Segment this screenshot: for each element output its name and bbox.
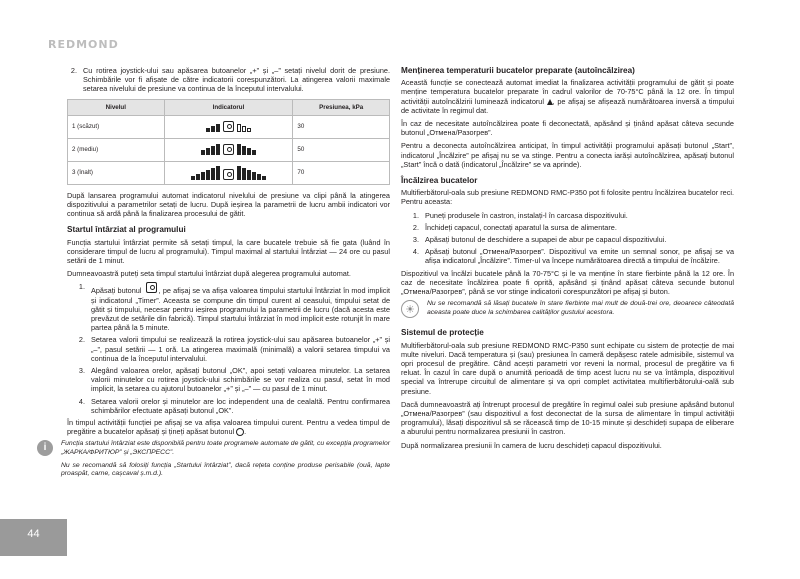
clock-icon [236, 428, 244, 436]
list-item: 2. Cu rotirea joystick-ului sau apăsarea butoanelor „+” și „–” setați nivelul dorit de presiune. Schimbările vor fi afișate de către indicatorii corespunzători. La atingerea valorii maximale setarea nivelului de presiune va continua de la începutul intervalului. [70, 66, 390, 94]
section-heading: Încălzirea bucatelor [401, 176, 478, 186]
pressure-icon [223, 169, 234, 180]
section-heading: Startul întârziat al programului [67, 225, 186, 235]
pressure-icon [223, 144, 234, 155]
table-row: 3 (înalt) 70 [68, 161, 390, 184]
pressure-indicator-high [164, 161, 293, 184]
pressure-table [67, 99, 390, 185]
section-heading: Menținerea temperaturii bucatelor preparate (autoîncălzirea) [401, 66, 635, 75]
table-row: 1 (scăzut) 30 [68, 115, 390, 138]
pressure-icon [223, 121, 234, 132]
table-header: Presiunea, kPa [293, 99, 390, 115]
pressure-indicator-low [164, 115, 293, 138]
info-icon: i [37, 440, 53, 456]
note: i Funcția startului întârziat este disponibilă pentru toate programele automate de gătit, cu excepția programelor „ЖАРКА/ФРИТЮР” și „ЭКСПРЕСС”. Nu se recomandă să folosiți funcția „Startului întârziat”, dacă rețeta conține produse perisabile (ouă, lapte proaspăt, carne, cașcaval ș.m.d.). [37, 440, 390, 482]
list-item: 4. Apăsați butonul „Отмена/Разогрев”. Dispozitivul va emite un semnal sonor, pe afișaj se va afișa indicatorul „Încălzire”. Timer-ul va începe numărătoarea directă a timpului de încălzire. [412, 247, 734, 266]
lightbulb-icon: ☀ [401, 300, 419, 318]
page-number: 44 [27, 528, 40, 540]
list-item: 3. Alegând valoarea orelor, apăsați butonul „OK”, apoi setați valoarea minutelor. La setarea valorii minutelor cu rotirea joystick-ului schimbările se vor realiza cu pasul, setat în mod implicit, la setarea cu ajutorul butoanelor „+” și „–” — cu pasul de 1 minut. [78, 366, 390, 394]
timer-button-icon [146, 282, 157, 293]
right-column: Menținerea temperaturii bucatelor preparate (autoîncălzirea) Această funcție se conectează automat imediat la finalizarea activității programului de gătit și poate menține temperatura bucatelor preparate în cadrul valorilor de 70-75°C până la 12 ore. În timpul activității autoîncălzirii luminează indicatorul , pe afișaj se afișează numărătoarea inversă a timpului de activitate în regimul dat. În caz de necesitate autoîncălzirea poate fi deconectată, apăsând și ținând apăsat câteva secunde butonul „Отмена/Разогрев”. Pentru a deconecta autoîncălzirea anticipat, în timpul activității programului apăsați butonul „Start”, indicatorul „Încălzire” pe afișaj nu se va stinge. Pentru a conecta iarăși autoîncălzirea, apăsați butonul „Start” încă o dată (indicatorul „Încălzire” se va aprinde). Încălzirea bucatelor Multifierbătorul-oala sub presiune REDMOND RMC-P350 pot fi folosite pentru încălzirea bucatelor reci. Pentru aceasta: 1. Puneți produsele în castron, instalați-l în carcasa dispozitivului. 2. Închideți capacul, conectați aparatul la sursa de alimentare. 3. Apăsați butonul de deschidere a supapei de abur pe capacul dispozitivului. 4. Apăsați butonul „Отмена/Разогрев”. Dispozitivul va emite un semnal sonor, pe afișaj se va afișa indicatorul „Încălzire”. Timer-ul va începe numărătoarea directă a timpului de încălzire. Dispozitivul va încălzi bucatele până la 70-75°C și le va menține în stare fierbinte până la 12 ore. În caz de necesitate încălzirea poate fi oprită, apăsând și ținând apăsat câteva secunde butonul „Отмена/Разогрев”, până se vor stinge indicatorii corespunzători pe afișaj și buton. ☀ Nu se recomandă să lăsați bucatele în stare fierbinte mai mult de două-trei ore, deoarece câteodată aceasta poate duce la schimbarea calităților gustului acestora. Sistemul de protecție Multifierbătorul-oala sub presiune REDMOND RMC-P350 sunt echipate cu sistem de protecție de mai multe niveluri. Dacă temperatura și (sau) presiunea în cameră depășesc ratele admisibile, sistemul va opri procesul de pregătire. Când acești parametri vor reveni la normal, procesul de pregătire va fi reluat. În cazul în care după o anumită perioadă de timp acest lucru nu se va întâmpla, dispozitivul special va întrerupe circuitul de alimentare și va opri complet activitatea multifierbătorului-oală sub presiune. Dacă dumneavoastră ați întrerupt procesul de pregătire în regimul oalei sub presiune apăsând butonul „Отмена/Разогрев” (sau dispozitivul a fost deconectat de la sursa de alimentare în timpul activității programului), lăsați dispozitivul să se răcească timp de 10-15 minute și deschideți supapa de eliberare a aburului pentru normalizarea presiunii în castron. După normalizarea presiunii în camera de lucru deschideți capacul dispozitivului. [401, 66, 735, 450]
list-item: 2. Setarea valorii timpului se realizează la rotirea joystick-ului sau apăsarea butoanelor „+” și „–”, pasul setării — 1 oră. La atingerea maximală (minimală) a valorii setarea timpului va continua de la începutul intervalului. [78, 335, 390, 363]
left-column: 2. Cu rotirea joystick-ului sau apăsarea butoanelor „+” și „–” setați nivelul dorit de presiune. Schimbările vor fi afișate de către indicatorii corespunzători. La atingerea valorii maximale setarea nivelului de presiune va continua de la începutul intervalului. Nivelul Indicatorul Presiunea, kPa 1 (scăzut) 30 2 (mediu) 50 3 (înalt) 70 După lansarea programului automat indicatorul nivelului de presiune va clipi până la atingerea dispozitivului a parametrilor setați de lucru. După ieșirea la parametrii de lucru ambii indicatori vor continua să ardă până la finalizarea procesului de gătit. Startul întârziat al programului Funcția startului întârziat permite să setați timpul, la care bucatele trebuie să fie gata (luând în considerare timpul de lucru al programului). Timpul maximal al startului întârziat — 24 ore cu pasul setării de 1 minut. Dumneavoastră puteți seta timpul startului întârziat după alegerea programului automat. 1. Apăsați butonul , pe afișaj se va afișa valoarea timpului startului întârziat în mod implicit și indicatorul „Timer”. Aceasta se compune din timpul curent al ceasului, timpului setat de gătit și timpului, necesar pentru ieșirea programului la parametrii de lucru (dacă acesta este prevăzut de setările din fabrică). Timpul startului întârziat în mod implicit este rotunjit în mare partea până la 5 minute. 2. Setarea valorii timpului se realizează la rotirea joystick-ului sau apăsarea butoanelor „+” și „–”, pasul setării — 1 oră. La atingerea maximală (minimală) a valorii setarea timpului va continua de la începutul intervalului. 3. Alegând valoarea orelor, apăsați butonul „OK”, apoi setați valoarea minutelor. La setarea valorii minutelor cu rotirea joystick-ului schimbările se vor realiza cu pasul, setat în mod implicit, la setarea cu ajutorul butoanelor „+” și „–” — cu pasul de 1 minut. 4. Setarea valorii orelor și minutelor are loc independent una de cealaltă. Pentru confirmarea schimbărilor efectuate apăsați butonul „OK”. În timpul activității funcției pe afișaj se va afișa valoarea timpului curent. Pentru a vedea timpul de pregătire a bucatelor apăsați și țineți apăsat butonul . i Funcția startului întârziat este disponibilă pentru toate programele automate de gătit, cu excepția programelor „ЖАРКА/ФРИТЮР” și „ЭКСПРЕСС”. Nu se recomandă să folosiți funcția „Startului întârziat”, dacă rețeta conține produse perisabile (ouă, lapte proaspăt, carne, cașcaval ș.m.d.). [67, 66, 390, 483]
list-item: 1. Apăsați butonul , pe afișaj se va afișa valoarea timpului startului întârziat în mod implicit și indicatorul „Timer”. Aceasta se compune din timpul curent al ceasului, timpului setat de gătit și timpului, necesar pentru ieșirea programului la parametrii de lucru (dacă acesta este prevăzut de setările din fabrică). Timpul startului întârziat în mod implicit este rotunjit în mare partea până la 5 minute. [78, 282, 391, 333]
table-header: Indicatorul [164, 99, 293, 115]
list-item: 2. Închideți capacul, conectați aparatul la sursa de alimentare. [412, 222, 617, 232]
list-item: 4. Setarea valorii orelor și minutelor are loc independent una de cealaltă. Pentru confirmarea schimbărilor efectuate apăsați butonul „OK”. [78, 396, 390, 415]
list-item: 3. Apăsați butonul de deschidere a supapei de abur pe capacul dispozitivului. [412, 235, 667, 245]
brand-logo: REDMOND [48, 38, 119, 51]
table-row: 2 (mediu) 50 [68, 138, 390, 161]
note: ☀ Nu se recomandă să lăsați bucatele în stare fierbinte mai mult de două-trei ore, deoarece câteodată aceasta poate duce la schimbarea calităților gustului acestora. [401, 300, 734, 321]
list-item: 1. Puneți produsele în castron, instalați-l în carcasa dispozitivului. [412, 210, 628, 220]
pressure-indicator-medium [164, 138, 293, 161]
table-header: Nivelul [68, 99, 165, 115]
section-heading: Sistemul de protecție [401, 328, 484, 338]
